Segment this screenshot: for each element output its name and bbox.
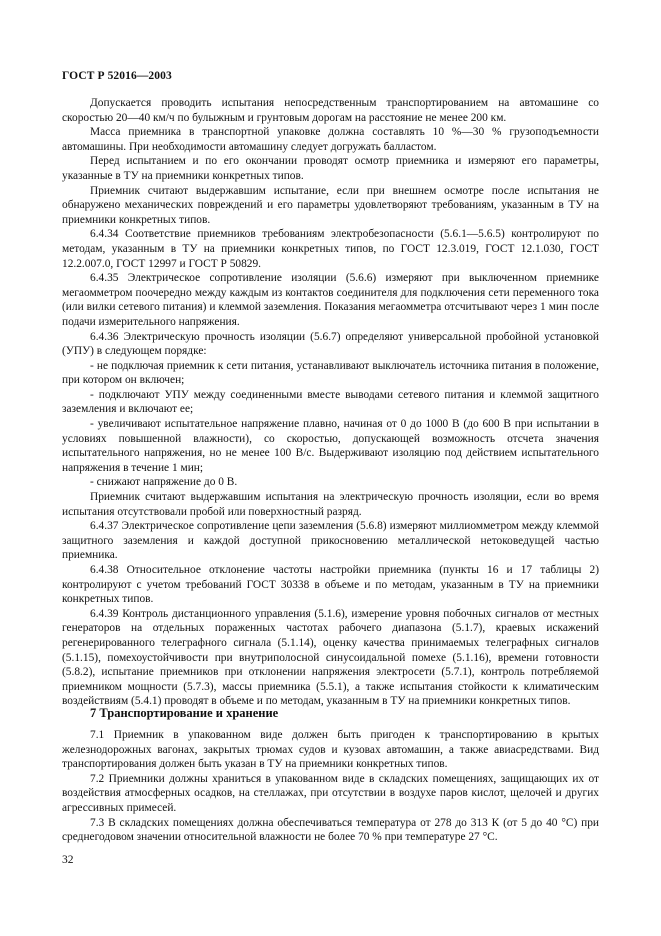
list-item: - подключают УПУ между соединенными вместе выводами сетевого питания и клеммой защитного заземления и включают ее; [62, 388, 599, 416]
paragraph: Перед испытанием и по его окончании проводят осмотр приемника и измеряют его параметры, указанные в ТУ на приемники конкретных типов. [62, 155, 599, 182]
paragraph-6-4-39: 6.4.39 Контроль дистанционного управления (5.1.6), измерение уровня побочных сигналов от местных генераторов на отдельных пораженных частотах рабочего диапазона (5.1.7), краевых искажений регенерированного телеграфного сигнала (5.1.14), оценку качества принимаемых телеграфных сигналов (5.1.15), помехоустойчивости при внутриполосной синусоидальной помехе (5.1.16), времени готовности (5.8.2), испытание приемников при отклонении напряжения электросети (5.7.1), контроль потребляемой приемником мощности (5.7.3), массы приемника (5.5.1), а также испытания стойкости к климатическим воздействиям (5.4.1) проводят в объеме и по методам, указанным в ТУ на приемники конкретных типов. [62, 607, 599, 708]
paragraph: Приемник считают выдержавшим испытания на электрическую прочность изоляции, если во время испытания отсутствовали пробой или поверхностный разряд. [62, 491, 599, 518]
paragraph: Масса приемника в транспортной упаковке должна составлять 10 %—30 % грузоподъемности автомашины. При необходимости автомашину следует догружать балластом. [62, 126, 599, 153]
list-item: - снижают напряжение до 0 В. [90, 476, 238, 489]
paragraph-6-4-37: 6.4.37 Электрическое сопротивление цепи заземления (5.6.8) измеряют миллиомметром между клеммой защитного заземления и каждой доступной прикосновению металлической нетоковедущей частью приемника. [62, 520, 599, 562]
paragraph-6-4-34: 6.4.34 Соответствие приемников требованиям электробезопасности (5.6.1—5.6.5) контролируют по методам, указанным в ТУ на приемники конкретных типов, по ГОСТ 12.3.019, ГОСТ 12.1.030, ГОСТ 12.2.007.0, ГОСТ 12997 и ГОСТ Р 50829. [62, 228, 599, 270]
page-number: 32 [62, 854, 74, 866]
paragraph: Приемник считают выдержавшим испытание, если при внешнем осмотре после испытания не обнаружено механических повреждений и его параметры удовлетворяют требованиям, указанным в ТУ на приемники конкретных типов. [62, 184, 599, 226]
list-item: - не подключая приемник к сети питания, устанавливают выключатель источника питания в положение, при котором он включен; [62, 359, 599, 387]
document-header: ГОСТ Р 52016—2003 [62, 70, 172, 82]
body-text-block-1 [62, 96, 599, 709]
paragraph: Допускается проводить испытания непосредственным транспортированием на автомашине со скоростью 20—40 км/ч по булыжным и грунтовым дорогам на расстояние не менее 200 км. [62, 97, 599, 124]
list-item: - увеличивают испытательное напряжение плавно, начиная от 0 до 1000 В (до 600 В при испытании в условиях повышенной влажности), со скоростью, допускающей возможность отсчета значения испытательного напряжения, но не менее 100 В/с. Выдерживают изоляцию под действием испытательного напряжения в течение 1 мин; [62, 418, 599, 474]
body-text-block-2 [62, 728, 599, 845]
section-heading: 7 Транспортирование и хранение [90, 706, 279, 720]
paragraph-7-2: 7.2 Приемники должны храниться в упакованном виде в складских помещениях, защищающих их от воздействия атмосферных осадков, на стеллажах, при отсутствии в воздухе паров кислот, щелочей и других агрессивных примесей. [62, 772, 599, 814]
paragraph-7-3: 7.3 В складских помещениях должна обеспечиваться температура от 278 до 313 К (от 5 до 40 °С) при среднегодовом значении относительной влажности не более 70 % при температуре 27 °С. [62, 816, 599, 844]
paragraph-6-4-38: 6.4.38 Относительное отклонение частоты настройки приемника (пункты 16 и 17 таблицы 2) контролируют с учетом требований ГОСТ 30338 в объеме и по методам, указанным в ТУ на приемники конкретных типов. [62, 564, 599, 606]
paragraph-7-1: 7.1 Приемник в упакованном виде должен быть пригоден к транспортированию в крытых железнодорожных вагонах, закрытых трюмах судов и кузовах автомашин, а также авиасредствами. Вид транспортирования должен быть указан в ТУ на приемники конкретных типов. [62, 729, 599, 771]
paragraph-6-4-36: 6.4.36 Электрическую прочность изоляции (5.6.7) определяют универсальной пробойной установкой (УПУ) в следующем порядке: [62, 330, 599, 358]
paragraph-6-4-35: 6.4.35 Электрическое сопротивление изоляции (5.6.6) измеряют при выключенном приемнике мегаомметром поочередно между каждым из контактов соединителя для подключения сети переменного тока (или вилки сетевого питания) и клеммой заземления. Показания мегаомметра отсчитывают через 1 мин после подачи измерительного напряжения. [62, 272, 599, 328]
